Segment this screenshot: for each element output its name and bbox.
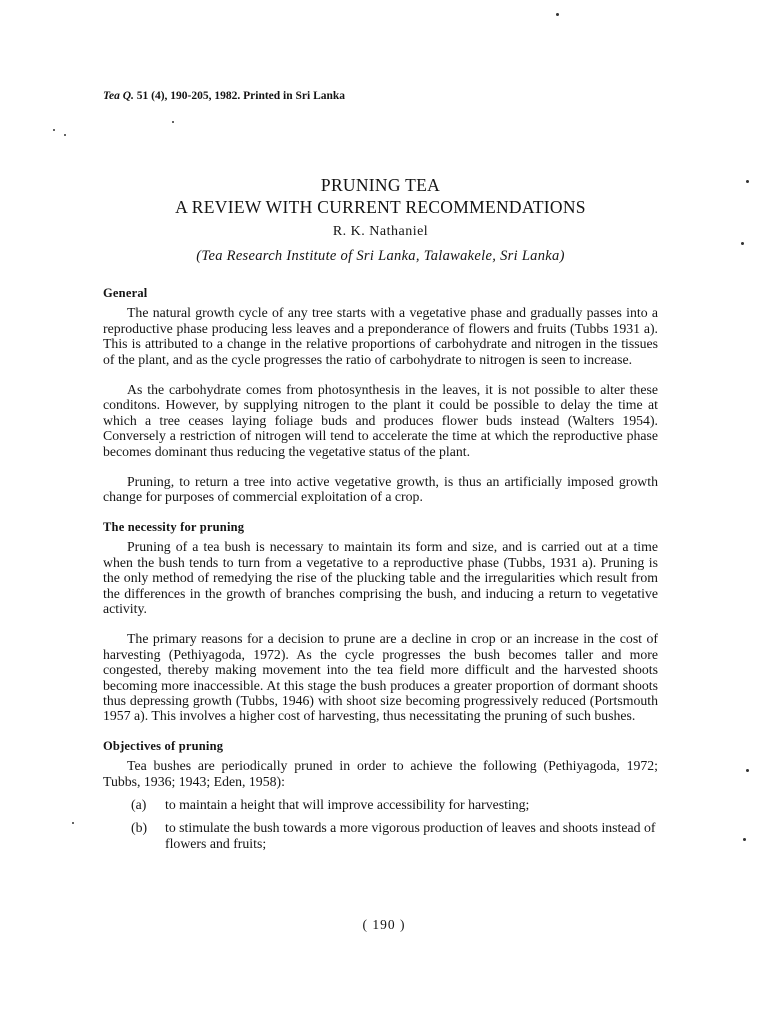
section-heading: Objectives of pruning (103, 738, 224, 753)
page-number: ( 190 ) (362, 917, 406, 932)
paragraph: The natural growth cycle of any tree starts with a vegetative phase and gradually passes into a reproductive phase producing less leaves and a preponderance of flowers and fruits (Tubbs 1931 a). This is attributed to a change in the relative proportions of carbohydrate and nitrogen in the tissues of the plant, and as the cycle progresses the ratio of carbohydrate to nitrogen is seen to increase. (103, 305, 658, 367)
paragraph: The primary reasons for a decision to prune are a decline in crop or an increase in the cost of harvesting (Pethiyagoda, 1972). As the cycle progresses the bush becomes taller and more congested, thereby making movement into the tea field more difficult and the harvested shoots becoming more inaccessible. At this stage the bush produces a greater proportion of dormant shoots thus depressing growth (Tubbs, 1946) with shoot size becoming progressively reduced (Portsmouth 1957 a). This involves a higher cost of harvesting, thus necessitating the pruning of such bushes. (103, 631, 658, 724)
paragraph: Tea bushes are periodically pruned in order to achieve the following (Pethiyagoda, 1972; Tubbs, 1936; 1943; Eden, 1958): (103, 758, 658, 789)
scan-speck (172, 121, 174, 123)
author-name: R. K. Nathaniel (332, 224, 429, 239)
scan-speck (53, 129, 55, 131)
paragraph: As the carbohydrate comes from photosynthesis in the leaves, it is not possible to alter these conditons. However, by supplying nitrogen to the plant it could be possible to delay the time at which a tree ceases laying foliage buds and produces flower buds instead (Walters 1954). Conversely a restriction of nitrogen will tend to accelerate the time at which the reproductive phase becomes dominant thus reducing the vegetative status of the plant. (103, 382, 658, 459)
journal-citation (103, 90, 345, 102)
paragraph: Pruning of a tea bush is necessary to maintain its form and size, and is carried out at a time when the bush tends to turn from a vegetative to a reproductive phase (Tubbs, 1931 a). Pruning is the only method of remedying the rise of the plucking table and the irregularities which result from the differences in the growth of branches comprising the bush, and inducing a return to vegetative activity. (103, 539, 658, 616)
section-general (103, 286, 658, 505)
scan-speck (64, 134, 66, 136)
list-item (103, 797, 658, 812)
list-text: to maintain a height that will improve accessibility for harvesting; (165, 796, 530, 812)
scan-speck (556, 13, 559, 16)
scan-speck (741, 242, 744, 245)
title-line-2: A REVIEW WITH CURRENT RECOMMENDATIONS (175, 197, 586, 217)
body-text (103, 286, 658, 859)
list-marker: (b) (131, 820, 148, 836)
citation-details: 51 (4), 190-205, 1982. Printed in Sri Lanka (136, 90, 346, 102)
section-heading: The necessity for pruning (103, 519, 245, 534)
scan-speck (746, 180, 749, 183)
scan-speck (746, 769, 749, 772)
scan-speck (743, 838, 746, 841)
section-objectives (103, 739, 658, 851)
section-heading: General (103, 286, 148, 300)
paragraph: Pruning, to return a tree into active vegetative growth, is thus an artificially imposed growth change for purposes of commercial exploitation of a crop. (103, 474, 658, 505)
journal-name: Tea Q. (103, 90, 134, 102)
author-affiliation: (Tea Research Institute of Sri Lanka, Talawakele, Sri Lanka) (196, 248, 565, 264)
list-item (103, 820, 658, 851)
list-marker: (a) (131, 796, 147, 812)
section-necessity (103, 520, 658, 724)
title-block (103, 174, 658, 265)
title-line-1: PRUNING TEA (320, 175, 441, 195)
list-text: to stimulate the bush towards a more vigorous production of leaves and shoots instead of flowers and fruits; (165, 820, 656, 851)
scan-speck (72, 822, 74, 824)
